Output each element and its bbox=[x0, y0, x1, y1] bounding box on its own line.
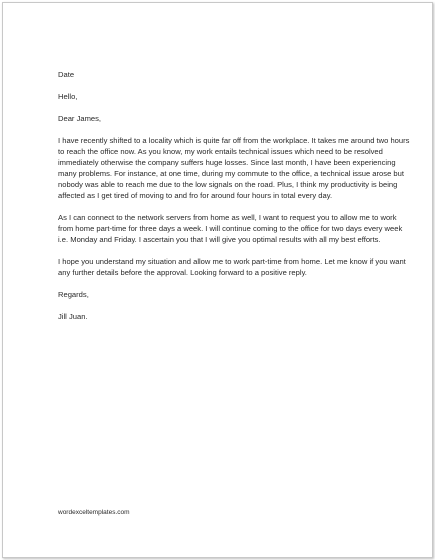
greeting: Hello, bbox=[58, 92, 78, 101]
salutation: Dear James, bbox=[58, 114, 102, 123]
letter-body bbox=[58, 69, 410, 333]
signature: Jill Juan. bbox=[58, 312, 88, 321]
footer-website: wordexceltemplates.com bbox=[58, 509, 130, 516]
closing: Regards, bbox=[58, 290, 89, 299]
document-page bbox=[2, 2, 433, 558]
paragraph-2: As I can connect to the network servers from home as well, I want to request you to allow me to work from home part-time for three days a week. I will continue coming to the office for two days every week i.e. Monday and Friday. I ascertain you that I will give you optimal results with all my best efforts. bbox=[58, 213, 403, 244]
date-line: Date bbox=[58, 70, 75, 79]
paragraph-1: I have recently shifted to a locality which is quite far off from the workplace. It takes me around two hours to reach the office now. As you know, my work entails technical issues which need to be resolved immediately otherwise the company suffers huge losses. Since last month, I have been experiencing many problems. For instance, at one time, during my commute to the office, a technical issue arose but nobody was able to reach me due to the low signals on the road. Plus, I think my productivity is being affected as I get tired of moving to and fro for around four hours in total every day. bbox=[58, 136, 410, 200]
paragraph-3: I hope you understand my situation and allow me to work part-time from home. Let me know if you want any further details before the approval. Looking forward to a positive reply. bbox=[58, 257, 406, 277]
